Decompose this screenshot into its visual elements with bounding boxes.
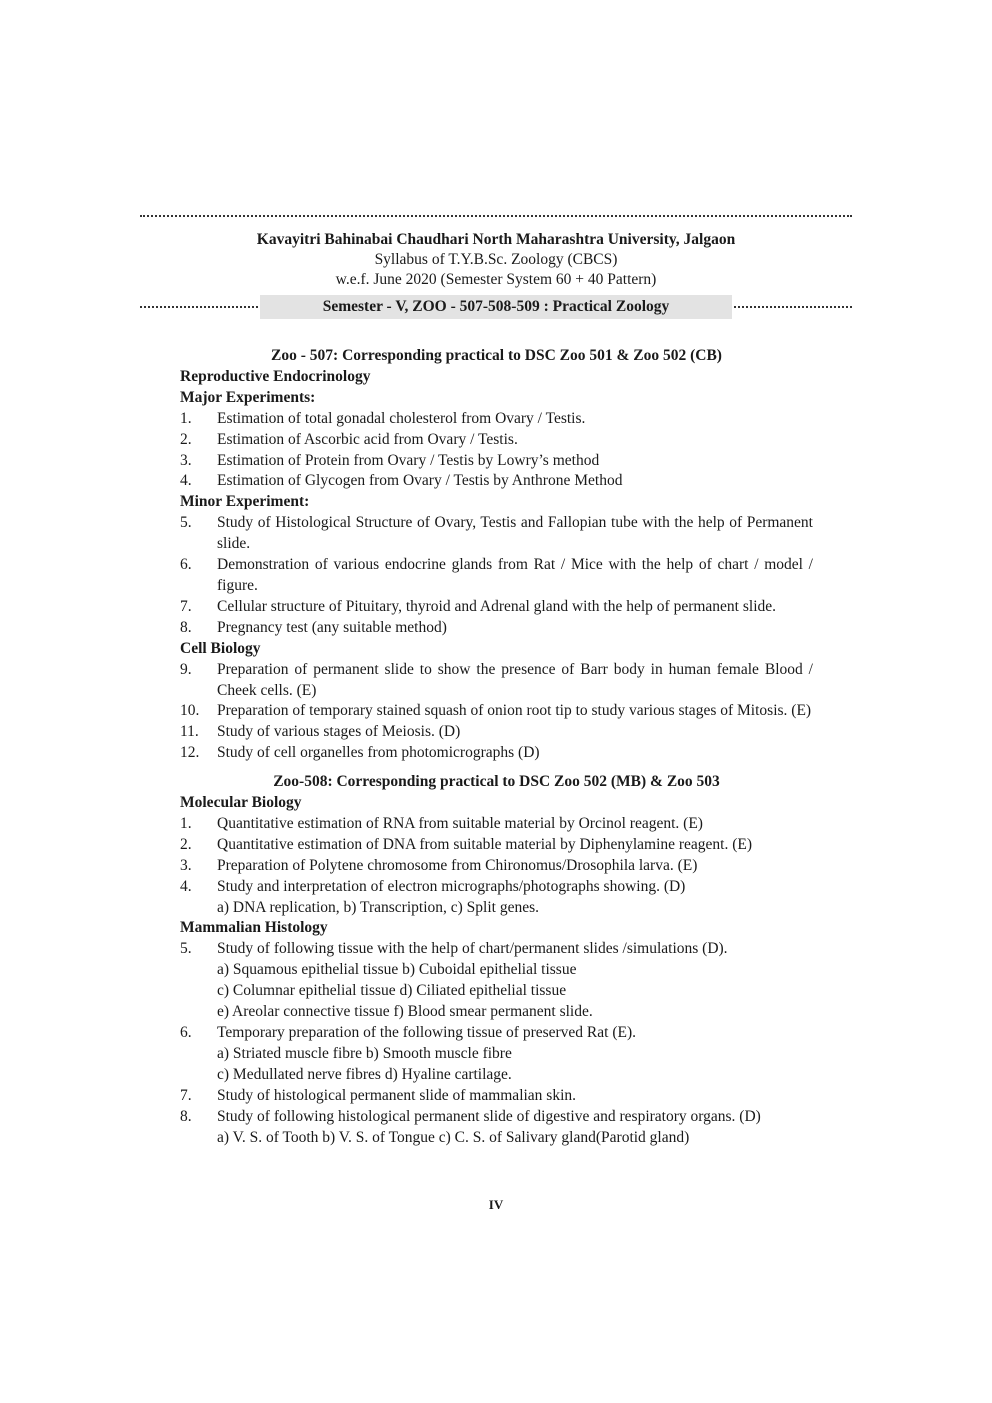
item-number: 10. bbox=[180, 702, 200, 720]
list-item bbox=[180, 856, 813, 877]
item-text: Cellular structure of Pituitary, thyroid and Adrenal gland with the help of permanent slide. bbox=[217, 597, 777, 615]
list-item bbox=[180, 701, 813, 722]
item-text: Study and interpretation of electron micrographs/photographs showing. (D) bbox=[217, 877, 686, 895]
item-text: Study of following histological permanent slide of digestive and respiratory organs. (D) bbox=[217, 1107, 761, 1125]
item-text: Study of histological permanent slide of mammalian skin. bbox=[217, 1086, 577, 1104]
list-item bbox=[180, 430, 813, 451]
item-number: 6. bbox=[180, 556, 192, 574]
item-text: Study of following tissue with the help of chart/permanent slides /simulations (D). bbox=[217, 940, 728, 958]
item-text: Quantitative estimation of DNA from suitable material by Diphenylamine reagent. (E) bbox=[217, 835, 753, 853]
sub-item: a) Squamous epithelial tissue b) Cuboidal epithelial tissue bbox=[217, 961, 577, 979]
list-item bbox=[180, 1086, 813, 1107]
item-text: Pregnancy test (any suitable method) bbox=[217, 618, 447, 636]
list-item bbox=[180, 555, 813, 597]
list-item bbox=[180, 814, 813, 835]
zoo507-title: Zoo - 507: Corresponding practical to DSC Zoo 501 & Zoo 502 (CB) bbox=[271, 347, 722, 364]
item-number: 3. bbox=[180, 451, 192, 469]
item-number: 6. bbox=[180, 1024, 192, 1041]
band-left-dotted-rule bbox=[140, 306, 258, 308]
item-text: Study of various stages of Meiosis. (D) bbox=[217, 723, 461, 741]
syllabus-content bbox=[180, 346, 813, 1148]
item-number: 11. bbox=[180, 723, 199, 741]
item-text: Study of Histological Structure of Ovary, Testis and Fallopian tube with the help of Permanent slide. bbox=[217, 514, 813, 553]
item-number: 2. bbox=[180, 835, 192, 853]
sub-item: e) Areolar connective tissue f) Blood smear permanent slide. bbox=[217, 1003, 593, 1021]
effective-date: w.e.f. June 2020 (Semester System 60 + 40 Pattern) bbox=[335, 271, 657, 288]
list-item bbox=[180, 722, 813, 743]
item-text: Demonstration of various endocrine glands from Rat / Mice with the help of chart / model / figure. bbox=[217, 556, 813, 594]
item-number: 8. bbox=[180, 1107, 192, 1125]
item-number: 4. bbox=[180, 472, 192, 490]
item-text: Preparation of temporary stained squash of onion root tip to study various stages of Mitosis. (E) bbox=[217, 702, 812, 720]
sub-item: a) Striated muscle fibre b) Smooth muscle fibre bbox=[217, 1044, 512, 1062]
sub-item: a) DNA replication, b) Transcription, c) Split genes. bbox=[217, 898, 540, 916]
item-number: 8. bbox=[180, 618, 192, 636]
list-item bbox=[180, 743, 813, 764]
sub-item: c) Medullated nerve fibres d) Hyaline cartilage. bbox=[217, 1065, 512, 1083]
major-experiments-heading: Major Experiments: bbox=[180, 388, 316, 406]
mammalian-histology-heading: Mammalian Histology bbox=[180, 919, 328, 937]
list-item bbox=[180, 835, 813, 856]
list-item bbox=[180, 877, 813, 898]
item-number: 2. bbox=[180, 430, 192, 448]
item-number: 1. bbox=[180, 814, 192, 832]
semester-band: Semester - V, ZOO - 507-508-509 : Practical Zoology bbox=[260, 295, 732, 319]
top-dotted-rule bbox=[140, 215, 852, 217]
item-number: 3. bbox=[180, 856, 192, 874]
item-number: 7. bbox=[180, 1086, 192, 1104]
list-item bbox=[180, 660, 813, 702]
item-number: 7. bbox=[180, 597, 192, 615]
item-text: Estimation of Ascorbic acid from Ovary / Testis. bbox=[217, 430, 518, 448]
syllabus-title: Syllabus of T.Y.B.Sc. Zoology (CBCS) bbox=[374, 251, 618, 268]
item-text: Study of cell organelles from photomicrographs (D) bbox=[217, 744, 540, 762]
molecular-biology-heading: Molecular Biology bbox=[180, 794, 302, 812]
list-item bbox=[180, 618, 813, 639]
list-item bbox=[180, 1023, 813, 1044]
sub-item: c) Columnar epithelial tissue d) Ciliated epithelial tissue bbox=[217, 982, 567, 1000]
item-text: Preparation of Polytene chromosome from Chironomus/Drosophila larva. (E) bbox=[217, 856, 698, 874]
item-text: Estimation of Glycogen from Ovary / Testis by Anthrone Method bbox=[217, 472, 623, 490]
item-number: 5. bbox=[180, 514, 192, 532]
minor-experiment-heading: Minor Experiment: bbox=[180, 493, 310, 511]
sub-item: a) V. S. of Tooth b) V. S. of Tongue c) C. S. of Salivary gland(Parotid gland) bbox=[217, 1128, 690, 1146]
item-number: 1. bbox=[180, 409, 192, 427]
item-number: 4. bbox=[180, 877, 192, 895]
university-name: Kavayitri Bahinabai Chaudhari North Maharashtra University, Jalgaon bbox=[256, 231, 736, 248]
zoo508-title: Zoo-508: Corresponding practical to DSC Zoo 502 (MB) & Zoo 503 bbox=[273, 773, 720, 791]
item-text: Estimation of total gonadal cholesterol from Ovary / Testis. bbox=[217, 409, 586, 427]
list-item bbox=[180, 939, 813, 960]
item-text: Estimation of Protein from Ovary / Testis by Lowry’s method bbox=[217, 451, 600, 469]
list-item bbox=[180, 409, 813, 430]
list-item bbox=[180, 471, 813, 492]
item-number: 5. bbox=[180, 940, 192, 958]
item-text: Temporary preparation of the following tissue of preserved Rat (E). bbox=[217, 1024, 636, 1041]
item-text: Preparation of permanent slide to show the presence of Barr body in human female Blood / Cheek cells. (E) bbox=[217, 660, 813, 699]
reproductive-endocrinology-heading: Reproductive Endocrinology bbox=[180, 367, 371, 385]
section-gap bbox=[180, 764, 813, 772]
list-item bbox=[180, 1107, 813, 1128]
band-right-dotted-rule bbox=[734, 306, 852, 308]
page-number: IV bbox=[488, 1197, 504, 1212]
list-item bbox=[180, 597, 813, 618]
list-item bbox=[180, 451, 813, 472]
cell-biology-heading: Cell Biology bbox=[180, 639, 261, 657]
item-text: Quantitative estimation of RNA from suitable material by Orcinol reagent. (E) bbox=[217, 814, 703, 832]
item-number: 9. bbox=[180, 660, 192, 678]
item-number: 12. bbox=[180, 744, 200, 762]
list-item bbox=[180, 513, 813, 555]
